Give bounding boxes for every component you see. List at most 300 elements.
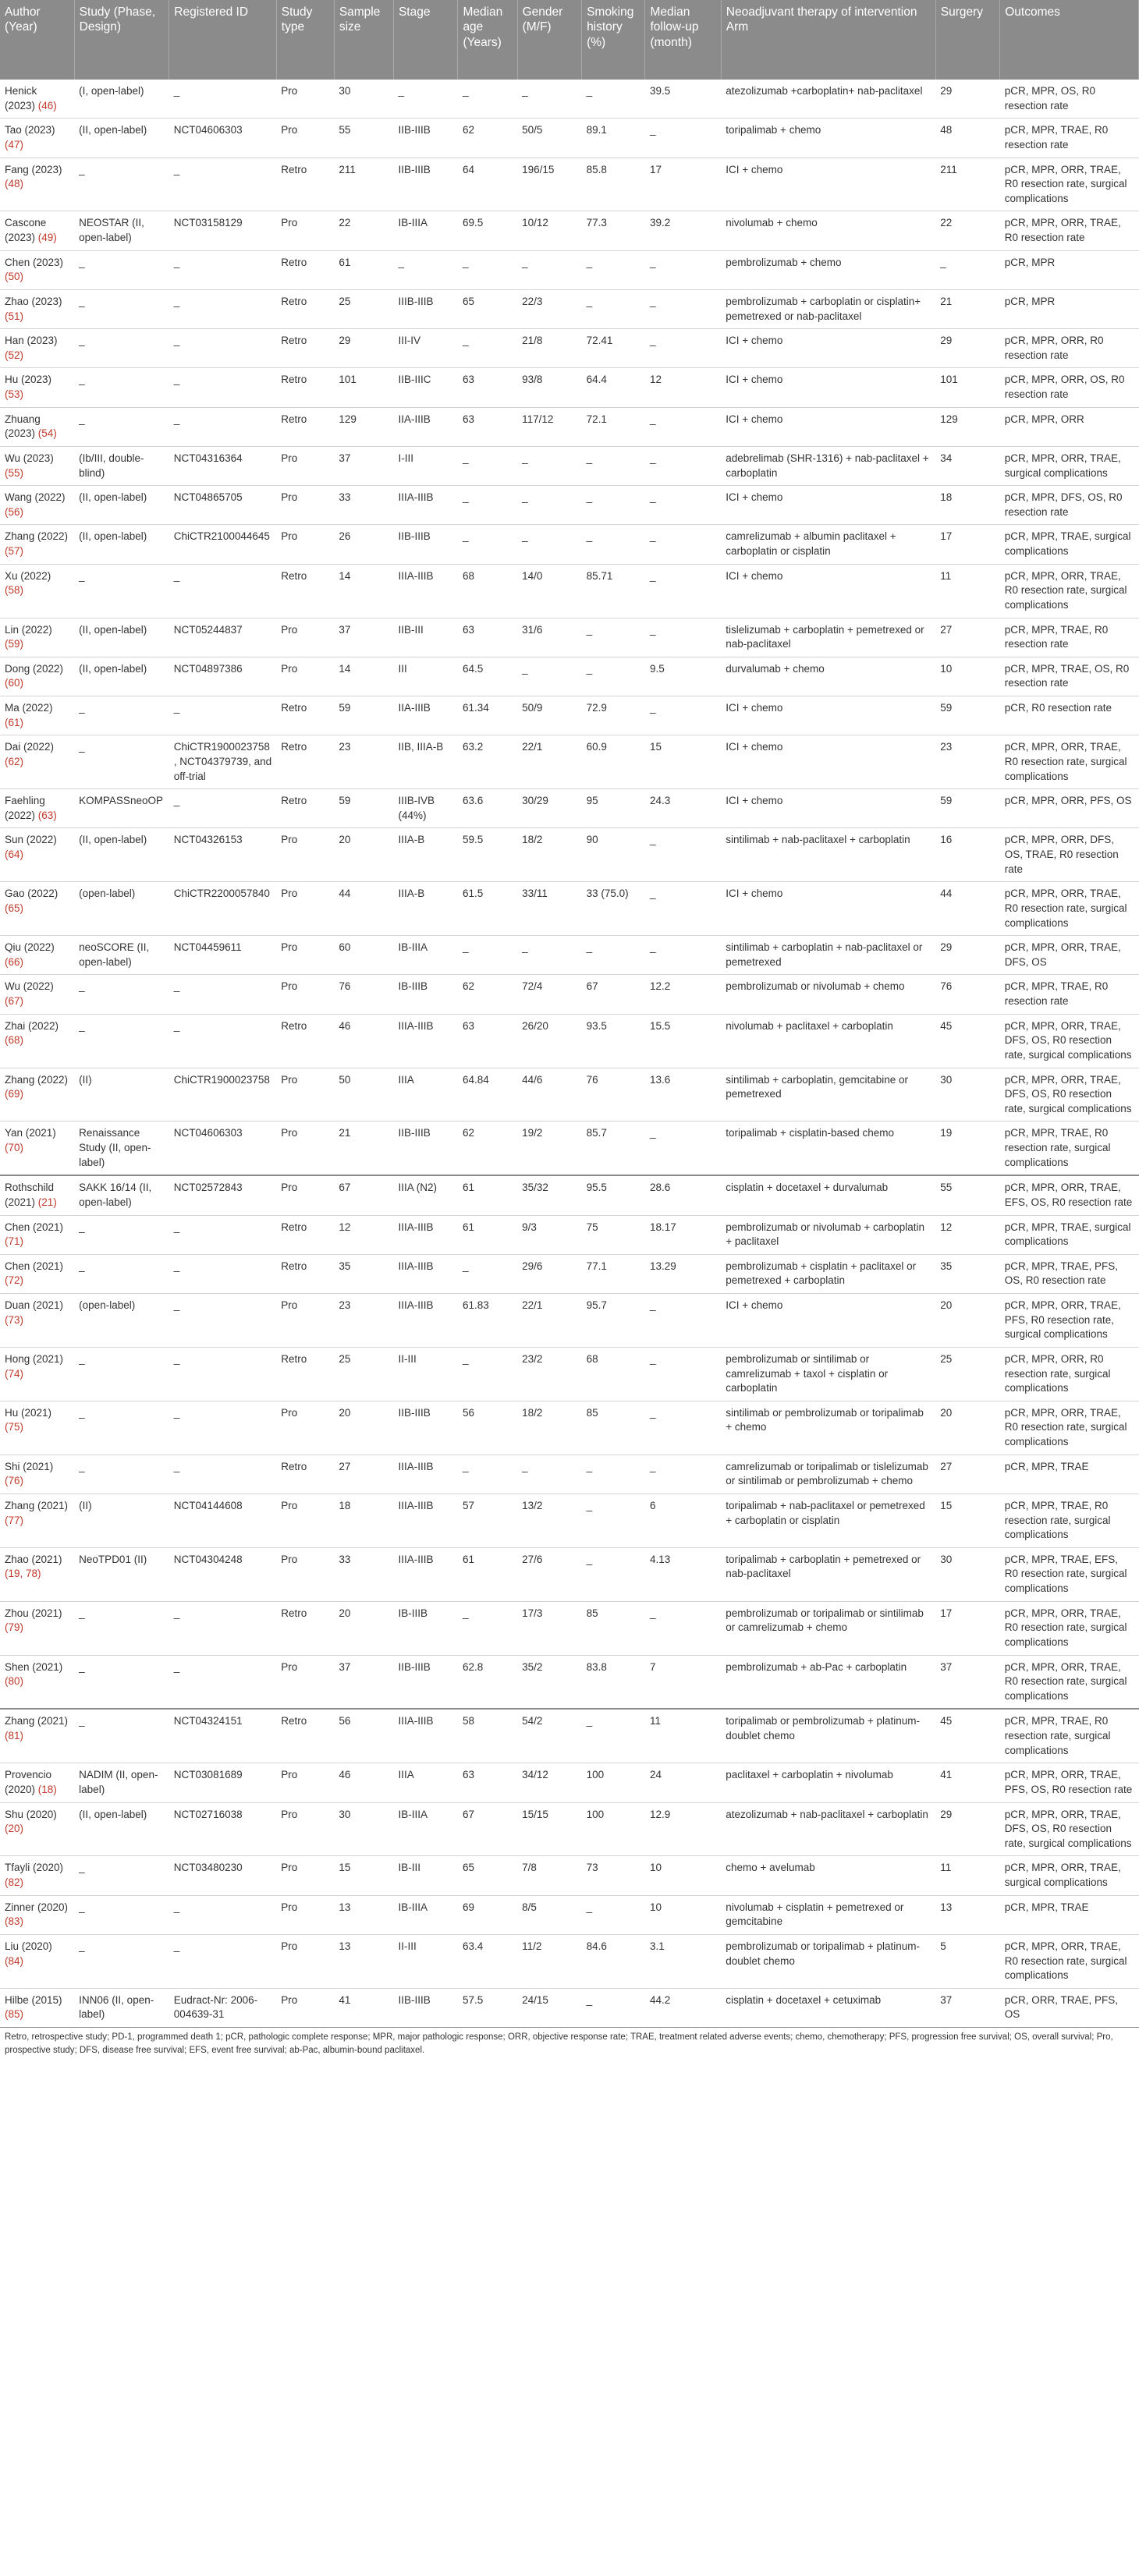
author-name: Wu (2023) (5, 452, 54, 464)
reference-link[interactable]: (46) (37, 99, 57, 112)
cell-smoking: _ (582, 1988, 645, 2027)
cell-study-type: Pro (276, 486, 334, 525)
author-name: Provencio (2020) (5, 1769, 52, 1795)
reference-link[interactable]: (55) (5, 466, 24, 479)
cell-median-age: 69.5 (458, 211, 517, 250)
cell-study: NEOSTAR (II, open-label) (74, 211, 169, 250)
cell-gender: _ (517, 657, 581, 696)
cell-surgery: 18 (935, 486, 999, 525)
cell-surgery: 211 (935, 158, 999, 211)
cell-sample-size: 101 (334, 368, 393, 407)
cell-smoking: 95.7 (582, 1294, 645, 1348)
cell-smoking: _ (582, 1455, 645, 1494)
cell-registered-id: _ (169, 789, 276, 828)
cell-author (0, 80, 74, 119)
cell-follow-up: _ (645, 828, 721, 882)
reference-link[interactable]: (68) (5, 1034, 24, 1047)
author-name: Zhang (2021) (5, 1499, 69, 1511)
reference-link[interactable]: (72) (5, 1274, 24, 1287)
cell-surgery: 35 (935, 1254, 999, 1293)
cell-median-age: 63 (458, 407, 517, 446)
cell-surgery: 45 (935, 1709, 999, 1763)
cell-gender: 14/0 (517, 564, 581, 618)
cell-stage: _ (393, 250, 457, 289)
reference-link[interactable]: (69) (5, 1088, 24, 1100)
cell-registered-id: _ (169, 1934, 276, 1988)
cell-follow-up: _ (645, 1347, 721, 1401)
cell-registered-id: NCT03480230 (169, 1856, 276, 1895)
cell-sample-size: 37 (334, 1655, 393, 1709)
cell-gender: 33/11 (517, 882, 581, 936)
author-name: Hilbe (2015) (5, 1993, 62, 2006)
reference-link[interactable]: (71) (5, 1235, 24, 1248)
cell-study-type: Retro (276, 368, 334, 407)
reference-link[interactable]: (83) (5, 1915, 24, 1928)
cell-therapy: tislelizumab + carboplatin + pemetrexed or nab-paclitaxel (721, 618, 935, 657)
cell-median-age: 61.34 (458, 696, 517, 735)
cell-smoking: 90 (582, 828, 645, 882)
cell-sample-size: 27 (334, 1455, 393, 1494)
cell-registered-id: _ (169, 1215, 276, 1254)
table-row (0, 119, 1139, 158)
cell-stage: I-III (393, 446, 457, 485)
cell-median-age: _ (458, 329, 517, 368)
cell-surgery: 29 (935, 1802, 999, 1856)
cell-median-age: 61 (458, 1215, 517, 1254)
table-row (0, 1895, 1139, 1934)
cell-author (0, 564, 74, 618)
table-row (0, 329, 1139, 368)
cell-outcomes: pCR, MPR, ORR, TRAE, R0 resection rate, surgical complications (1000, 1401, 1139, 1455)
cell-outcomes: pCR, MPR, ORR, PFS, OS (1000, 789, 1139, 828)
cell-study: SAKK 16/14 (II, open-label) (74, 1175, 169, 1215)
cell-surgery: 17 (935, 525, 999, 564)
cell-study-type: Retro (276, 1347, 334, 1401)
cell-author (0, 882, 74, 936)
cell-registered-id: NCT04606303 (169, 119, 276, 158)
reference-link[interactable]: (60) (5, 677, 24, 689)
cell-smoking: _ (582, 486, 645, 525)
cell-outcomes: pCR, MPR, ORR, TRAE, R0 resection rate, surgical complications (1000, 158, 1139, 211)
cell-sample-size: 41 (334, 1988, 393, 2027)
cell-registered-id: NCT02572843 (169, 1175, 276, 1215)
cell-gender: 44/6 (517, 1068, 581, 1121)
cell-stage: IIA-IIIB (393, 407, 457, 446)
reference-link[interactable]: (84) (5, 1954, 24, 1967)
cell-study: _ (74, 1856, 169, 1895)
cell-therapy: ICI + chemo (721, 329, 935, 368)
table-row (0, 1455, 1139, 1494)
cell-median-age: _ (458, 250, 517, 289)
table-row (0, 1601, 1139, 1655)
cell-smoking: _ (582, 1895, 645, 1934)
cell-follow-up: 11 (645, 1709, 721, 1763)
cell-outcomes: pCR, MPR, TRAE, R0 resection rate (1000, 975, 1139, 1014)
cell-follow-up: 12.2 (645, 975, 721, 1014)
cell-registered-id: NCT04304248 (169, 1547, 276, 1601)
reference-link[interactable]: (79) (5, 1621, 24, 1634)
cell-median-age: 61.5 (458, 882, 517, 936)
cell-study: (open-label) (74, 1294, 169, 1348)
cell-registered-id: _ (169, 1294, 276, 1348)
cell-study-type: Pro (276, 1655, 334, 1709)
reference-link[interactable]: (81) (5, 1730, 24, 1742)
cell-study: _ (74, 1215, 169, 1254)
table-row (0, 158, 1139, 211)
cell-study-type: Pro (276, 1401, 334, 1455)
table-footnote: Retro, retrospective study; PD-1, programmed death 1; pCR, pathologic complete response; MPR, major pathologic response; ORR, objective response rate; TRAE, treatment related adverse events; chemo, chemotherapy; PFS, progression free survival; OS, overall survival; Pro, prospective study; DFS, disease free survival; EFS, event free survival; ab-Pac, albumin-bound paclitaxel. (5, 2032, 1113, 2055)
table-row (0, 1254, 1139, 1293)
cell-surgery: 10 (935, 657, 999, 696)
cell-sample-size: 14 (334, 657, 393, 696)
cell-follow-up: _ (645, 936, 721, 975)
cell-outcomes: pCR, MPR, ORR, TRAE, R0 resection rate (1000, 211, 1139, 250)
cell-outcomes: pCR, MPR, ORR, DFS, OS, TRAE, R0 resection rate (1000, 828, 1139, 882)
reference-link[interactable]: (20) (5, 1823, 24, 1835)
cell-gender: 29/6 (517, 1254, 581, 1293)
table-row (0, 1215, 1139, 1254)
cell-therapy: toripalimab + cisplatin-based chemo (721, 1121, 935, 1175)
author-name: Hu (2023) (5, 374, 52, 386)
reference-link[interactable]: (59) (5, 638, 24, 650)
cell-stage: IIB-IIIB (393, 1988, 457, 2027)
cell-follow-up: 6 (645, 1494, 721, 1547)
cell-therapy: pembrolizumab or nivolumab + chemo (721, 975, 935, 1014)
cell-stage: IIIB-IVB (44%) (393, 789, 457, 828)
cell-therapy: adebrelimab (SHR-1316) + nab-paclitaxel + carboplatin (721, 446, 935, 485)
cell-stage: IIIA (393, 1068, 457, 1121)
cell-sample-size: 18 (334, 1494, 393, 1547)
cell-gender: 30/29 (517, 789, 581, 828)
table-row (0, 735, 1139, 789)
cell-author (0, 789, 74, 828)
reference-link[interactable]: (61) (5, 716, 24, 728)
author-name: Cascone (2023) (5, 217, 47, 243)
table-row (0, 1988, 1139, 2027)
cell-median-age: 63 (458, 618, 517, 657)
cell-stage: IIB-IIIB (393, 1401, 457, 1455)
reference-link[interactable]: (73) (5, 1313, 24, 1326)
reference-link[interactable]: (18) (37, 1783, 57, 1795)
cell-stage: IIIA-B (393, 828, 457, 882)
cell-registered-id: _ (169, 1014, 276, 1068)
cell-therapy: ICI + chemo (721, 368, 935, 407)
cell-smoking: _ (582, 80, 645, 119)
table-row (0, 250, 1139, 289)
author-name: Zhao (2023) (5, 295, 62, 307)
cell-outcomes: pCR, MPR, TRAE, R0 resection rate (1000, 618, 1139, 657)
cell-outcomes: pCR, MPR, TRAE (1000, 1895, 1139, 1934)
cell-follow-up: 13.29 (645, 1254, 721, 1293)
cell-gender: 24/15 (517, 1988, 581, 2027)
cell-median-age: 62 (458, 119, 517, 158)
reference-link[interactable]: (48) (5, 178, 24, 190)
cell-smoking: 76 (582, 1068, 645, 1121)
cell-therapy: camrelizumab + albumin paclitaxel + carboplatin or cisplatin (721, 525, 935, 564)
cell-study: _ (74, 289, 169, 328)
reference-link[interactable]: (65) (5, 902, 24, 914)
header-surgery: Surgery (935, 0, 999, 80)
cell-study: _ (74, 1401, 169, 1455)
cell-stage: IIIA-IIIB (393, 1494, 457, 1547)
cell-therapy: toripalimab + chemo (721, 119, 935, 158)
cell-follow-up: 10 (645, 1895, 721, 1934)
cell-therapy: pembrolizumab + chemo (721, 250, 935, 289)
cell-outcomes: pCR, MPR (1000, 289, 1139, 328)
table-row (0, 828, 1139, 882)
cell-stage: IIIA-IIIB (393, 564, 457, 618)
author-name: Shu (2020) (5, 1808, 57, 1820)
author-name: Henick (2023) (5, 85, 37, 112)
cell-follow-up: 44.2 (645, 1988, 721, 2027)
cell-gender: 8/5 (517, 1895, 581, 1934)
cell-study-type: Retro (276, 1215, 334, 1254)
cell-stage: IIIB-IIIB (393, 289, 457, 328)
table-row (0, 1294, 1139, 1348)
cell-study-type: Retro (276, 564, 334, 618)
cell-stage: IIIA (393, 1763, 457, 1802)
cell-gender: 23/2 (517, 1347, 581, 1401)
cell-median-age: 63 (458, 368, 517, 407)
cell-registered-id: _ (169, 289, 276, 328)
cell-smoking: 95.5 (582, 1175, 645, 1215)
reference-link[interactable]: (21) (37, 1196, 57, 1208)
cell-registered-id: _ (169, 80, 276, 119)
cell-study-type: Pro (276, 446, 334, 485)
header-outcomes: Outcomes (1000, 0, 1139, 80)
cell-therapy: ICI + chemo (721, 486, 935, 525)
cell-study: NADIM (II, open-label) (74, 1763, 169, 1802)
cell-sample-size: 29 (334, 329, 393, 368)
cell-study-type: Pro (276, 882, 334, 936)
cell-study-type: Retro (276, 250, 334, 289)
reference-link[interactable]: (77) (5, 1514, 24, 1526)
cell-study: (II, open-label) (74, 828, 169, 882)
cell-outcomes: pCR, MPR, ORR, TRAE, surgical complications (1000, 446, 1139, 485)
cell-gender: 15/15 (517, 1802, 581, 1856)
author-name: Chen (2021) (5, 1221, 64, 1233)
header-study-type: Study type (276, 0, 334, 80)
reference-link[interactable]: (74) (5, 1367, 24, 1380)
reference-link[interactable]: (50) (5, 271, 24, 283)
cell-surgery: 12 (935, 1215, 999, 1254)
cell-study-type: Pro (276, 1068, 334, 1121)
cell-registered-id: NCT02716038 (169, 1802, 276, 1856)
cell-stage: IIIA-IIIB (393, 1709, 457, 1763)
cell-study: _ (74, 975, 169, 1014)
header-smoking: Smoking history (%) (582, 0, 645, 80)
cell-registered-id: ChiCTR2100044645 (169, 525, 276, 564)
cell-sample-size: 20 (334, 1401, 393, 1455)
cell-study-type: Pro (276, 119, 334, 158)
cell-surgery: 55 (935, 1175, 999, 1215)
cell-smoking: 77.3 (582, 211, 645, 250)
cell-median-age: 62 (458, 1121, 517, 1175)
reference-link[interactable]: (66) (5, 955, 24, 968)
cell-author (0, 486, 74, 525)
cell-surgery: 27 (935, 1455, 999, 1494)
cell-smoking: 83.8 (582, 1655, 645, 1709)
cell-study-type: Retro (276, 789, 334, 828)
table-row (0, 407, 1139, 446)
cell-therapy: pembrolizumab + carboplatin or cisplatin+ pemetrexed or nab-paclitaxel (721, 289, 935, 328)
reference-link[interactable]: (52) (5, 349, 24, 361)
cell-median-age: 63.2 (458, 735, 517, 789)
cell-sample-size: 46 (334, 1014, 393, 1068)
cell-sample-size: 13 (334, 1934, 393, 1988)
cell-follow-up: 4.13 (645, 1547, 721, 1601)
reference-link[interactable]: (51) (5, 310, 24, 322)
cell-sample-size: 30 (334, 1802, 393, 1856)
cell-therapy: pembrolizumab or nivolumab + carboplatin + paclitaxel (721, 1215, 935, 1254)
cell-outcomes: pCR, MPR, ORR, TRAE, R0 resection rate, surgical complications (1000, 1934, 1139, 1988)
cell-median-age: _ (458, 936, 517, 975)
table-row (0, 936, 1139, 975)
reference-link[interactable]: (47) (5, 138, 24, 151)
reference-link[interactable]: (58) (5, 584, 24, 597)
cell-stage: III (393, 657, 457, 696)
cell-study: _ (74, 564, 169, 618)
cell-follow-up: _ (645, 696, 721, 735)
cell-follow-up: 12.9 (645, 1802, 721, 1856)
cell-gender: 17/3 (517, 1601, 581, 1655)
author-name: Dong (2022) (5, 662, 64, 675)
cell-smoking: 77.1 (582, 1254, 645, 1293)
cell-author (0, 1455, 74, 1494)
cell-outcomes: pCR, MPR, TRAE (1000, 1455, 1139, 1494)
cell-outcomes: pCR, MPR, ORR, TRAE, R0 resection rate, surgical complications (1000, 1655, 1139, 1709)
author-name: Chen (2023) (5, 256, 64, 268)
table-row (0, 696, 1139, 735)
cell-outcomes: pCR, MPR, ORR, TRAE, EFS, OS, R0 resection rate (1000, 1175, 1139, 1215)
cell-follow-up: 24.3 (645, 789, 721, 828)
cell-stage: IB-IIIA (393, 936, 457, 975)
cell-follow-up: _ (645, 119, 721, 158)
cell-sample-size: 25 (334, 289, 393, 328)
cell-study: KOMPASSneoOP (74, 789, 169, 828)
cell-study: (II, open-label) (74, 525, 169, 564)
reference-link[interactable]: (53) (5, 388, 24, 400)
cell-study: _ (74, 1895, 169, 1934)
author-name: Yan (2021) (5, 1127, 56, 1139)
table-row (0, 789, 1139, 828)
cell-surgery: 5 (935, 1934, 999, 1988)
cell-stage: IIB-IIIB (393, 119, 457, 158)
author-name: Zhang (2021) (5, 1715, 69, 1727)
cell-study: _ (74, 329, 169, 368)
cell-smoking: 33 (75.0) (582, 882, 645, 936)
reference-link[interactable]: (75) (5, 1421, 24, 1433)
cell-registered-id: _ (169, 1655, 276, 1709)
cell-gender: 72/4 (517, 975, 581, 1014)
cell-outcomes: pCR, MPR, ORR, TRAE, PFS, OS, R0 resection rate (1000, 1763, 1139, 1802)
cell-surgery: 41 (935, 1763, 999, 1802)
cell-stage: IB-IIIA (393, 211, 457, 250)
table-row (0, 1401, 1139, 1455)
cell-gender: 93/8 (517, 368, 581, 407)
cell-gender: 196/15 (517, 158, 581, 211)
cell-outcomes: pCR, MPR, DFS, OS, R0 resection rate (1000, 486, 1139, 525)
author-name: Duan (2021) (5, 1299, 64, 1311)
cell-smoking: 67 (582, 975, 645, 1014)
cell-gender: 10/12 (517, 211, 581, 250)
cell-smoking: 75 (582, 1215, 645, 1254)
cell-stage: IB-IIIA (393, 1895, 457, 1934)
cell-surgery: 30 (935, 1547, 999, 1601)
reference-link[interactable]: (85) (5, 2008, 24, 2021)
cell-outcomes: pCR, MPR, ORR, TRAE, DFS, OS, R0 resection rate, surgical complications (1000, 1014, 1139, 1068)
cell-registered-id: _ (169, 158, 276, 211)
cell-smoking: 72.1 (582, 407, 645, 446)
cell-study: _ (74, 368, 169, 407)
reference-link[interactable]: (54) (37, 427, 57, 440)
cell-follow-up: _ (645, 289, 721, 328)
cell-median-age: 61 (458, 1175, 517, 1215)
cell-follow-up: _ (645, 618, 721, 657)
cell-follow-up: 15 (645, 735, 721, 789)
cell-author (0, 975, 74, 1014)
cell-median-age: 68 (458, 564, 517, 618)
reference-link[interactable]: (67) (5, 995, 24, 1007)
cell-author (0, 250, 74, 289)
cell-follow-up: _ (645, 882, 721, 936)
reference-link[interactable]: (82) (5, 1876, 24, 1888)
cell-smoking: 85.8 (582, 158, 645, 211)
cell-sample-size: 55 (334, 119, 393, 158)
cell-surgery: 16 (935, 828, 999, 882)
reference-link[interactable]: (76) (5, 1475, 24, 1487)
table-row (0, 446, 1139, 485)
cell-surgery: 17 (935, 1601, 999, 1655)
cell-median-age: _ (458, 80, 517, 119)
cell-outcomes: pCR, MPR, ORR, TRAE, R0 resection rate, surgical complications (1000, 735, 1139, 789)
reference-link[interactable]: (19, 78) (5, 1568, 41, 1580)
reference-link[interactable]: (70) (5, 1142, 24, 1153)
cell-stage: IIB-IIIB (393, 158, 457, 211)
cell-outcomes: pCR, R0 resection rate (1000, 696, 1139, 735)
cell-outcomes: pCR, MPR, ORR, R0 resection rate, surgical complications (1000, 1347, 1139, 1401)
cell-follow-up: _ (645, 1601, 721, 1655)
reference-link[interactable]: (56) (5, 505, 24, 518)
cell-sample-size: 46 (334, 1763, 393, 1802)
cell-smoking: _ (582, 1709, 645, 1763)
reference-link[interactable]: (49) (37, 232, 57, 243)
table-row (0, 1121, 1139, 1175)
cell-stage: IIIA-IIIB (393, 1254, 457, 1293)
reference-link[interactable]: (63) (37, 809, 57, 821)
cell-sample-size: 20 (334, 1601, 393, 1655)
reference-link[interactable]: (80) (5, 1675, 24, 1688)
cell-study-type: Pro (276, 1294, 334, 1348)
cell-gender: 18/2 (517, 828, 581, 882)
cell-study: _ (74, 1655, 169, 1709)
table-row (0, 1763, 1139, 1802)
cell-study: _ (74, 250, 169, 289)
cell-surgery: 27 (935, 618, 999, 657)
cell-author (0, 211, 74, 250)
reference-link[interactable]: (62) (5, 755, 24, 767)
author-name: Tfayli (2020) (5, 1862, 64, 1874)
cell-sample-size: 60 (334, 936, 393, 975)
cell-author (0, 1294, 74, 1348)
reference-link[interactable]: (57) (5, 545, 24, 557)
cell-median-age: _ (458, 1601, 517, 1655)
cell-author (0, 1215, 74, 1254)
cell-outcomes: pCR, MPR, TRAE, R0 resection rate (1000, 119, 1139, 158)
reference-link[interactable]: (64) (5, 849, 24, 860)
table-row (0, 975, 1139, 1014)
cell-registered-id: NCT04324151 (169, 1709, 276, 1763)
